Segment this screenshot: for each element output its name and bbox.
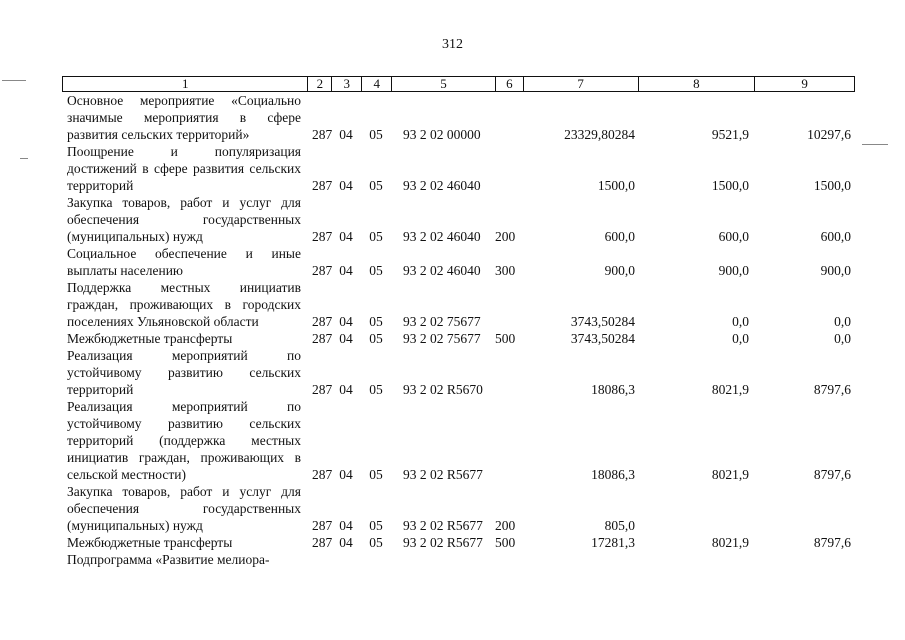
cell-amount-1: 805,0 <box>604 518 635 533</box>
table-row <box>62 330 855 347</box>
cell-target-article: 93 2 02 R5677 <box>403 535 483 550</box>
cell-name: Подпрограмма «Развитие мелиора- <box>67 552 270 567</box>
table-row <box>62 194 855 245</box>
cell-amount-1: 17281,3 <box>591 535 635 550</box>
header-col-1: 1 <box>181 76 189 91</box>
cell-amount-1: 3743,50284 <box>570 331 635 346</box>
cell-name: Поддержка местных инициатив граждан, проживающих в городских поселениях Ульяновской области <box>67 280 301 329</box>
cell-target-article: 93 2 02 75677 <box>403 314 481 329</box>
cell-amount-3: 900,0 <box>820 263 851 278</box>
header-col-4: 4 <box>361 77 391 91</box>
cell-amount-2: 900,0 <box>718 263 749 278</box>
cell-section: 04 <box>339 535 353 550</box>
cell-name: Закупка товаров, работ и услуг для обеспечения государственных (муниципальных) нужд <box>67 195 301 244</box>
cell-amount-2: 1500,0 <box>711 178 749 193</box>
cell-expense-type: 200 <box>495 518 516 533</box>
table-row <box>62 143 855 194</box>
cell-target-article: 93 2 02 R5677 <box>403 518 483 533</box>
table-row <box>62 92 855 143</box>
table-row <box>62 534 855 551</box>
cell-amount-3: 0,0 <box>834 331 851 346</box>
cell-section: 04 <box>339 314 353 329</box>
header-col-5: 5 <box>391 77 495 91</box>
cell-amount-2: 600,0 <box>718 229 749 244</box>
cell-name: Поощрение и популяризация достижений в сфере развития сельских территорий <box>67 144 301 193</box>
cell-target-article: 93 2 02 R5677 <box>403 467 483 482</box>
cell-amount-3: 8797,6 <box>813 382 851 397</box>
table-body <box>62 92 855 568</box>
cell-amount-1: 23329,80284 <box>564 127 635 142</box>
header-col-9: 9 <box>754 77 854 91</box>
table-row <box>62 245 855 279</box>
cell-chapter: 287 <box>312 467 333 482</box>
table-row <box>62 483 855 534</box>
cell-target-article: 93 2 02 75677 <box>403 331 481 346</box>
cell-subsection: 05 <box>369 331 383 346</box>
cell-amount-2: 8021,9 <box>711 467 749 482</box>
cell-name: Закупка товаров, работ и услуг для обеспечения государственных (муниципальных) нужд <box>67 484 301 533</box>
table-row <box>62 347 855 398</box>
cell-amount-3: 8797,6 <box>813 467 851 482</box>
cell-amount-3: 0,0 <box>834 314 851 329</box>
cell-section: 04 <box>339 127 353 142</box>
cell-section: 04 <box>339 382 353 397</box>
cell-name: Межбюджетные трансферты <box>67 331 233 346</box>
cell-target-article: 93 2 02 00000 <box>403 127 481 142</box>
header-col-6: 6 <box>495 77 523 91</box>
cell-subsection: 05 <box>369 178 383 193</box>
cell-amount-3: 600,0 <box>820 229 851 244</box>
scan-mark <box>862 144 888 145</box>
cell-name: Межбюджетные трансферты <box>67 535 233 550</box>
cell-expense-type: 200 <box>495 229 516 244</box>
cell-section: 04 <box>339 178 353 193</box>
cell-chapter: 287 <box>312 518 333 533</box>
cell-amount-1: 3743,50284 <box>570 314 635 329</box>
header-col-3: 3 <box>331 77 361 91</box>
cell-amount-2: 8021,9 <box>711 535 749 550</box>
cell-section: 04 <box>339 263 353 278</box>
cell-subsection: 05 <box>369 127 383 142</box>
cell-chapter: 287 <box>312 314 333 329</box>
cell-target-article: 93 2 02 R5670 <box>403 382 483 397</box>
cell-target-article: 93 2 02 46040 <box>403 178 481 193</box>
cell-name: Реализация мероприятий по устойчивому развитию сельских территорий (поддержка местных инициатив граждан, проживающих в сельской местности) <box>67 399 301 482</box>
cell-subsection: 05 <box>369 518 383 533</box>
cell-expense-type: 500 <box>495 331 516 346</box>
cell-target-article: 93 2 02 46040 <box>403 263 481 278</box>
cell-section: 04 <box>339 331 353 346</box>
budget-table <box>62 76 855 568</box>
page-number: 312 <box>442 37 463 52</box>
cell-target-article: 93 2 02 46040 <box>403 229 481 244</box>
cell-subsection: 05 <box>369 382 383 397</box>
cell-expense-type: 500 <box>495 535 516 550</box>
cell-amount-3: 10297,6 <box>807 127 851 142</box>
cell-chapter: 287 <box>312 535 333 550</box>
cell-amount-2: 8021,9 <box>711 382 749 397</box>
cell-subsection: 05 <box>369 314 383 329</box>
cell-amount-3: 8797,6 <box>813 535 851 550</box>
header-col-2: 2 <box>307 77 331 91</box>
cell-name: Основное мероприятие «Социально значимые мероприятия в сфере развития сельских территорий» <box>67 93 301 142</box>
header-col-7: 7 <box>523 77 638 91</box>
cell-chapter: 287 <box>312 178 333 193</box>
cell-subsection: 05 <box>369 535 383 550</box>
cell-expense-type: 300 <box>495 263 516 278</box>
cell-chapter: 287 <box>312 263 333 278</box>
table-row <box>62 279 855 330</box>
table-header <box>62 76 855 92</box>
cell-amount-2: 0,0 <box>732 314 749 329</box>
cell-amount-1: 18086,3 <box>591 382 635 397</box>
cell-section: 04 <box>339 229 353 244</box>
cell-subsection: 05 <box>369 263 383 278</box>
cell-amount-2: 0,0 <box>732 331 749 346</box>
cell-section: 04 <box>339 467 353 482</box>
cell-name: Реализация мероприятий по устойчивому развитию сельских территорий <box>67 348 301 397</box>
scan-mark <box>20 158 28 159</box>
cell-chapter: 287 <box>312 229 333 244</box>
table-row <box>62 551 855 568</box>
cell-subsection: 05 <box>369 229 383 244</box>
cell-name: Социальное обеспечение и иные выплаты населению <box>67 246 301 278</box>
cell-amount-1: 600,0 <box>604 229 635 244</box>
scan-mark <box>2 80 26 81</box>
cell-amount-1: 18086,3 <box>591 467 635 482</box>
cell-chapter: 287 <box>312 382 333 397</box>
cell-chapter: 287 <box>312 331 333 346</box>
cell-amount-2: 9521,9 <box>711 127 749 142</box>
table-row <box>62 398 855 483</box>
cell-amount-1: 1500,0 <box>597 178 635 193</box>
cell-chapter: 287 <box>312 127 333 142</box>
header-col-8: 8 <box>638 77 755 91</box>
cell-amount-3: 1500,0 <box>813 178 851 193</box>
cell-subsection: 05 <box>369 467 383 482</box>
cell-section: 04 <box>339 518 353 533</box>
cell-amount-1: 900,0 <box>604 263 635 278</box>
